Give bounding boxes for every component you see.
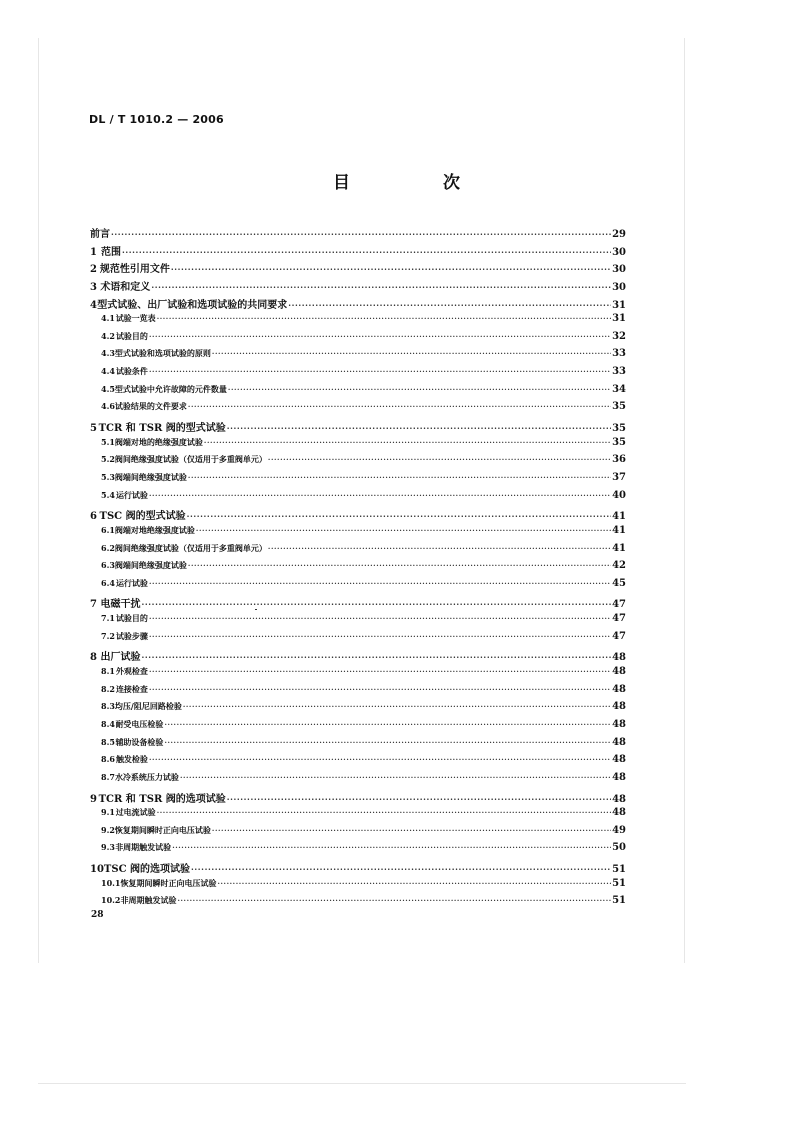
toc-entry-section <box>90 543 626 561</box>
toc-entry-number: 4.5 <box>101 383 115 394</box>
toc-entry-section <box>90 454 626 472</box>
toc-entry-page: 31 <box>612 313 626 325</box>
toc-entry-page: 35 <box>612 436 626 448</box>
toc-leader-dots <box>268 543 611 553</box>
toc-entry-page: 33 <box>612 366 626 378</box>
toc-entry-number: 6.3 <box>101 560 115 571</box>
toc-entry-number: 8.4 <box>101 718 115 729</box>
toc-entry-number: 9 <box>90 793 97 805</box>
toc-entry-title: 恢复期间瞬时正向电压试验 <box>120 877 217 888</box>
toc-entry-section <box>90 348 626 366</box>
toc-entry-chapter <box>90 595 626 613</box>
toc-leader-dots <box>177 895 611 905</box>
toc-leader-dots <box>157 313 611 323</box>
toc-entry-page: 48 <box>612 718 626 730</box>
toc-entry-page: 47 <box>612 630 626 642</box>
toc-entry-title: 试验目的 <box>115 330 148 341</box>
toc-entry-section <box>90 772 626 790</box>
toc-entry-title: 型式试验中允许故障的元件数量 <box>114 383 227 394</box>
toc-entry-page: 48 <box>612 666 626 678</box>
toc-leader-dots <box>149 366 611 376</box>
toc-leader-dots <box>188 472 611 482</box>
toc-entry-section <box>90 472 626 490</box>
toc-entry-number: 10.2 <box>101 895 121 906</box>
toc-entry-section <box>90 825 626 843</box>
toc-entry-section <box>90 401 626 419</box>
toc-entry-title: TCR 和 TSR 阀的型式试验 <box>98 423 226 435</box>
toc-entry-page: 51 <box>612 864 626 876</box>
toc-leader-dots <box>149 613 611 623</box>
toc-leader-dots <box>227 423 611 434</box>
toc-leader-dots <box>191 864 611 875</box>
toc-entry-page: 40 <box>612 489 626 501</box>
toc-entry-number: 1 <box>90 246 97 258</box>
toc-entry-number: 4.2 <box>101 330 115 341</box>
toc-entry-chapter <box>90 278 626 296</box>
toc-entry-section <box>90 313 626 331</box>
toc-leader-dots <box>149 684 611 694</box>
toc-title: 目 次 <box>333 173 498 193</box>
toc-entry-section <box>90 578 626 596</box>
toc-leader-dots <box>149 578 611 588</box>
toc-leader-dots <box>187 511 611 522</box>
toc-entry-section <box>90 331 626 349</box>
toc-entry-title: 阀端对地绝缘强度试验 <box>114 524 195 535</box>
toc-entry-title: 试验步骤 <box>115 630 148 641</box>
toc-entry-number: 4.4 <box>101 366 115 377</box>
toc-entry-title: 阀端对地的绝缘强度试验 <box>114 436 203 447</box>
toc-leader-dots <box>171 264 611 275</box>
toc-entry-number: 5.1 <box>101 436 115 447</box>
toc-leader-dots <box>157 807 611 817</box>
toc-entry-number: 8.2 <box>101 683 115 694</box>
toc-entry-page: 35 <box>612 423 626 435</box>
toc-entry-title: 前言 <box>90 229 110 240</box>
toc-entry-title: 术语和定义 <box>100 281 151 293</box>
toc-entry-title: 辅助设备检验 <box>115 736 164 747</box>
toc-entry-number: 7 <box>90 599 97 611</box>
toc-leader-dots <box>142 599 611 610</box>
toc-entry-title: 外观检查 <box>115 666 148 677</box>
toc-entry-section <box>90 631 626 649</box>
toc-entry-title: 连接检查 <box>115 683 148 694</box>
toc-entry-section <box>90 437 626 455</box>
toc-leader-dots <box>288 300 611 311</box>
toc-leader-dots <box>111 229 611 240</box>
toc-entry-section <box>90 842 626 860</box>
toc-entry-number: 5 <box>90 423 97 435</box>
toc-leader-dots <box>149 631 611 641</box>
toc-entry-section <box>90 895 626 913</box>
toc-entry-page: 29 <box>612 229 626 240</box>
toc-entry-number: 8.6 <box>101 754 115 765</box>
toc-leader-dots <box>149 331 611 341</box>
toc-entry-title: 运行试验 <box>115 577 148 588</box>
toc-leader-dots <box>204 437 611 447</box>
page-edge-bottom <box>38 1083 686 1084</box>
toc-entry-page: 48 <box>612 807 626 819</box>
toc-entry-number: 3 <box>90 281 97 293</box>
toc-entry-number: 8.1 <box>101 666 115 677</box>
toc-entry-section <box>90 754 626 772</box>
toc-entry-page: 50 <box>612 842 626 854</box>
toc-entry-page: 41 <box>612 524 626 536</box>
toc-entry-section <box>90 490 626 508</box>
toc-leader-dots <box>268 454 611 464</box>
toc-entry-title: 试验目的 <box>115 613 148 624</box>
toc-entry-title: 型式试验和选项试验的原则 <box>114 348 211 359</box>
toc-leader-dots <box>212 348 611 358</box>
toc-leader-dots <box>188 560 611 570</box>
toc-entry-page: 31 <box>612 299 626 311</box>
toc-entry-chapter <box>90 860 626 878</box>
toc-entry-page: 48 <box>612 771 626 783</box>
toc-entry-page: 48 <box>612 652 626 664</box>
table-of-contents <box>90 225 626 913</box>
toc-entry-title: 阀端间绝缘强度试验 <box>114 471 187 482</box>
toc-entry-section <box>90 525 626 543</box>
toc-entry-page: 42 <box>612 560 626 572</box>
toc-entry-title: 出厂试验 <box>100 652 141 664</box>
toc-entry-number: 5.3 <box>101 471 115 482</box>
toc-leader-dots <box>183 701 611 711</box>
toc-entry-chapter <box>90 296 626 314</box>
toc-entry-number: 8.7 <box>101 771 115 782</box>
toc-entry-number: 8 <box>90 652 97 664</box>
toc-entry-section <box>90 613 626 631</box>
toc-entry-page: 47 <box>612 613 626 625</box>
toc-leader-dots <box>180 772 611 782</box>
toc-entry-number: 9.1 <box>101 807 115 818</box>
toc-entry-chapter <box>90 225 626 243</box>
toc-entry-title: 阀间绝缘强度试验（仅适用于多重阀单元） <box>114 542 267 553</box>
toc-entry-page: 47 <box>612 599 626 611</box>
toc-entry-number: 5.4 <box>101 489 115 500</box>
toc-leader-dots <box>142 652 611 663</box>
toc-entry-title: 非周期触发试验 <box>115 842 172 853</box>
toc-entry-chapter <box>90 243 626 261</box>
toc-entry-title: 阀端间绝缘强度试验 <box>114 560 187 571</box>
toc-entry-title: TCR 和 TSR 阀的选项试验 <box>98 793 226 805</box>
toc-entry-title: 试验条件 <box>115 366 148 377</box>
toc-entry-title: 试验结果的文件要求 <box>114 401 187 412</box>
toc-entry-number: 2 <box>90 264 97 276</box>
toc-entry-number: 8.5 <box>101 736 115 747</box>
toc-entry-number: 4.6 <box>101 401 115 412</box>
toc-leader-dots <box>149 490 611 500</box>
toc-entry-section <box>90 366 626 384</box>
toc-entry-page: 30 <box>612 281 626 293</box>
toc-leader-dots <box>212 825 611 835</box>
toc-entry-page: 45 <box>612 577 626 589</box>
toc-entry-section <box>90 878 626 896</box>
toc-entry-page: 48 <box>612 736 626 748</box>
toc-entry-title: TSC 阀的选项试验 <box>103 864 191 876</box>
toc-entry-number: 6.1 <box>101 524 115 535</box>
toc-entry-number: 5.2 <box>101 454 115 465</box>
toc-leader-dots <box>196 525 611 535</box>
toc-entry-page: 48 <box>612 701 626 713</box>
toc-entry-page: 34 <box>612 383 626 395</box>
toc-leader-dots <box>149 754 611 764</box>
toc-entry-title: 阀间绝缘强度试验（仅适用于多重阀单元） <box>114 454 267 465</box>
toc-entry-chapter <box>90 648 626 666</box>
toc-leader-dots <box>151 282 611 293</box>
toc-entry-title: 过电流试验 <box>115 807 156 818</box>
toc-entry-title: 规范性引用文件 <box>99 264 170 276</box>
toc-leader-dots <box>217 878 611 888</box>
toc-entry-page: 37 <box>612 471 626 483</box>
toc-entry-title: 运行试验 <box>115 489 148 500</box>
toc-entry-number: 4.1 <box>101 313 115 324</box>
toc-entry-title: 试验一览表 <box>115 313 156 324</box>
toc-entry-number: 7.1 <box>101 613 115 624</box>
toc-entry-number: 4.3 <box>101 348 115 359</box>
toc-leader-dots <box>228 384 611 394</box>
toc-entry-section <box>90 384 626 402</box>
toc-entry-page: 33 <box>612 348 626 360</box>
toc-entry-title: 恢复期间瞬时正向电压试验 <box>114 824 211 835</box>
toc-entry-title: 型式试验、出厂试验和选项试验的共同要求 <box>97 299 288 311</box>
toc-entry-title: 电磁干扰 <box>100 599 141 611</box>
toc-entry-number: 10.1 <box>101 877 121 888</box>
toc-entry-section <box>90 807 626 825</box>
toc-entry-page: 49 <box>612 824 626 836</box>
scan-speck <box>255 609 257 610</box>
toc-leader-dots <box>164 737 611 747</box>
toc-entry-chapter <box>90 260 626 278</box>
toc-entry-number: 10 <box>90 864 104 876</box>
toc-entry-page: 51 <box>612 895 626 907</box>
toc-leader-dots <box>164 719 611 729</box>
toc-entry-number: 8.3 <box>101 701 115 712</box>
toc-leader-dots <box>122 247 611 258</box>
toc-entry-title: 触发检验 <box>115 754 148 765</box>
toc-leader-dots <box>188 401 611 411</box>
page-number: 28 <box>91 910 104 920</box>
toc-entry-number: 9.3 <box>101 842 115 853</box>
toc-entry-page: 48 <box>612 683 626 695</box>
toc-entry-page: 32 <box>612 330 626 342</box>
toc-entry-page: 30 <box>612 246 626 258</box>
toc-entry-chapter <box>90 790 626 808</box>
toc-entry-section <box>90 737 626 755</box>
toc-entry-section <box>90 701 626 719</box>
toc-entry-section <box>90 684 626 702</box>
toc-leader-dots <box>149 666 611 676</box>
toc-entry-number: 6 <box>90 511 97 523</box>
toc-entry-number: 4 <box>90 299 97 311</box>
toc-entry-number: 9.2 <box>101 824 115 835</box>
toc-entry-page: 51 <box>612 877 626 889</box>
toc-entry-page: 48 <box>612 754 626 766</box>
toc-entry-title: 非周期触发试验 <box>120 895 177 906</box>
toc-leader-dots <box>227 794 611 805</box>
standard-code: DL / T 1010.2 — 2006 <box>89 113 224 126</box>
toc-entry-title: 耐受电压检验 <box>115 718 164 729</box>
toc-entry-page: 35 <box>612 401 626 413</box>
toc-entry-page: 48 <box>612 793 626 805</box>
toc-leader-dots <box>172 842 611 852</box>
toc-entry-number: 6.2 <box>101 542 115 553</box>
toc-entry-page: 30 <box>612 264 626 276</box>
toc-entry-section <box>90 560 626 578</box>
toc-entry-chapter <box>90 419 626 437</box>
toc-entry-title: 水冷系统压力试验 <box>114 771 179 782</box>
toc-entry-title: 范围 <box>100 246 121 258</box>
toc-entry-section <box>90 719 626 737</box>
toc-entry-title: 均压/阻尼回路检验 <box>114 701 182 712</box>
toc-entry-number: 6.4 <box>101 577 115 588</box>
toc-entry-page: 41 <box>612 542 626 554</box>
toc-entry-page: 41 <box>612 511 626 523</box>
toc-entry-page: 36 <box>612 454 626 466</box>
toc-entry-section <box>90 666 626 684</box>
toc-entry-number: 7.2 <box>101 630 115 641</box>
toc-entry-title: TSC 阀的型式试验 <box>99 511 186 523</box>
toc-entry-chapter <box>90 507 626 525</box>
